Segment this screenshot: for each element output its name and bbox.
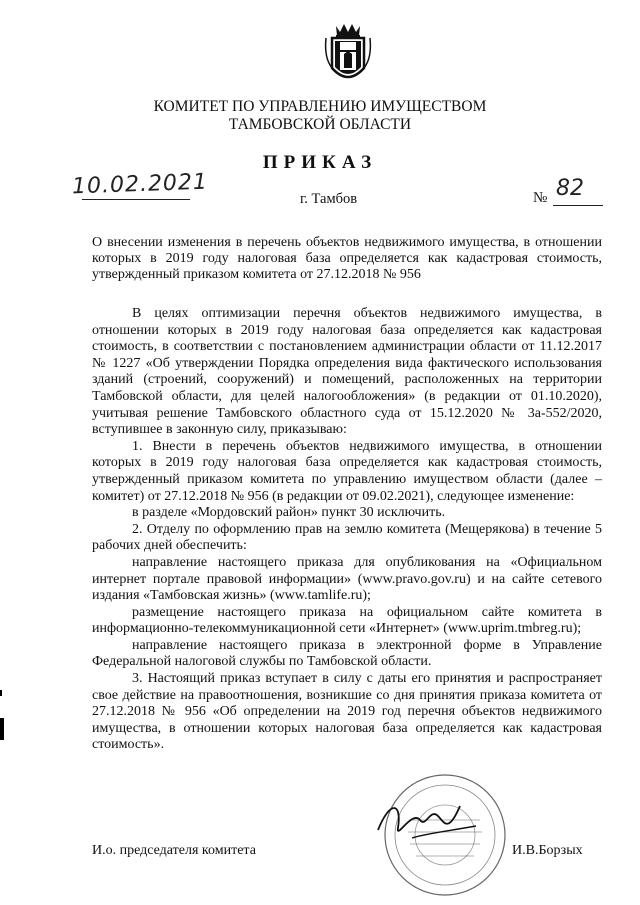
number-underline	[553, 205, 603, 206]
item-1-sub-paragraph: в разделе «Мордовский район» пункт 30 исключить.	[132, 505, 446, 521]
document-type: ПРИКАЗ	[262, 152, 378, 173]
city: г. Тамбов	[300, 191, 358, 207]
item-2-sub-1-paragraph: направление настоящего приказа для опубликования на «Официальном интернет портале правовой информации» (www.pravo.gov.ru) и на сайте сетевого издания «Тамбовская жизнь» (www.tamlife.ru);	[92, 554, 602, 604]
number-label: №	[533, 190, 548, 206]
item-2-paragraph: 2. Отделу по оформлению прав на землю комитета (Мещерякова) в течение 5 рабочих дней обеспечить:	[92, 521, 602, 554]
handwritten-signature	[372, 790, 482, 850]
organization-name	[0, 98, 640, 134]
scan-mark	[0, 690, 2, 696]
handwritten-date: 10.02.2021	[71, 169, 209, 200]
document-body	[92, 306, 602, 754]
coat-of-arms-emblem	[318, 18, 378, 90]
signer-title: И.о. председателя комитета	[92, 843, 256, 858]
item-1-paragraph: 1. Внести в перечень объектов недвижимого имущества, в отношении которых в 2019 году налоговая база определяется как кадастровая стоимость, утвержденный приказом комитета по управлению имуществом области (далее – комитет) от 27.12.2018 № 956 (в редакции от 09.02.2021), следующее изменение:	[92, 438, 602, 504]
scan-mark	[0, 718, 4, 740]
signer-name: И.В.Борзых	[512, 843, 583, 858]
document-subject: О внесении изменения в перечень объектов недвижимого имущества, в отношении которых в 2019 году налоговая база определяется как кадастровая стоимость, утвержденный приказом комитета от 27.12.2018 № 956	[92, 235, 602, 283]
item-3-paragraph: 3. Настоящий приказ вступает в силу с даты его принятия и распространяет свое действие на правоотношения, возникшие со дня принятия приказа комитета от 27.12.2018 № 956 «Об определении на 2019 год перечня объектов недвижимого имущества, в отношении которых налоговая база определяется как кадастровая стоимость».	[92, 671, 602, 753]
handwritten-number: 82	[556, 176, 584, 201]
item-2-sub-2-paragraph: размещение настоящего приказа на официальном сайте комитета в информационно-телекоммуникационной сети «Интернет» (www.uprim.tmbreg.ru);	[92, 604, 602, 637]
preamble-paragraph: В целях оптимизации перечня объектов недвижимого имущества, в отношении которых в 2019 году налоговая база определяется как кадастровая стоимость, в соответствии с постановлением администрации области от 11.12.2017 № 1227 «Об утверждении Порядка определения вида фактического использования зданий (строений, сооружений) и помещений, расположенных на территории Тамбовской области, для целей налогообложения» (в редакции от 01.10.2020), учитывая решение Тамбовского областного суда от 15.12.2020 № 3а-552/2020, вступившее в законную силу, приказываю:	[92, 306, 602, 438]
date-underline	[82, 199, 190, 200]
org-line-1: КОМИТЕТ ПО УПРАВЛЕНИЮ ИМУЩЕСТВОМ	[153, 98, 487, 115]
item-2-sub-3-paragraph: направление настоящего приказа в электронной форме в Управление Федеральной налоговой службы по Тамбовской области.	[92, 637, 602, 670]
org-line-2: ТАМБОВСКОЙ ОБЛАСТИ	[228, 116, 412, 133]
